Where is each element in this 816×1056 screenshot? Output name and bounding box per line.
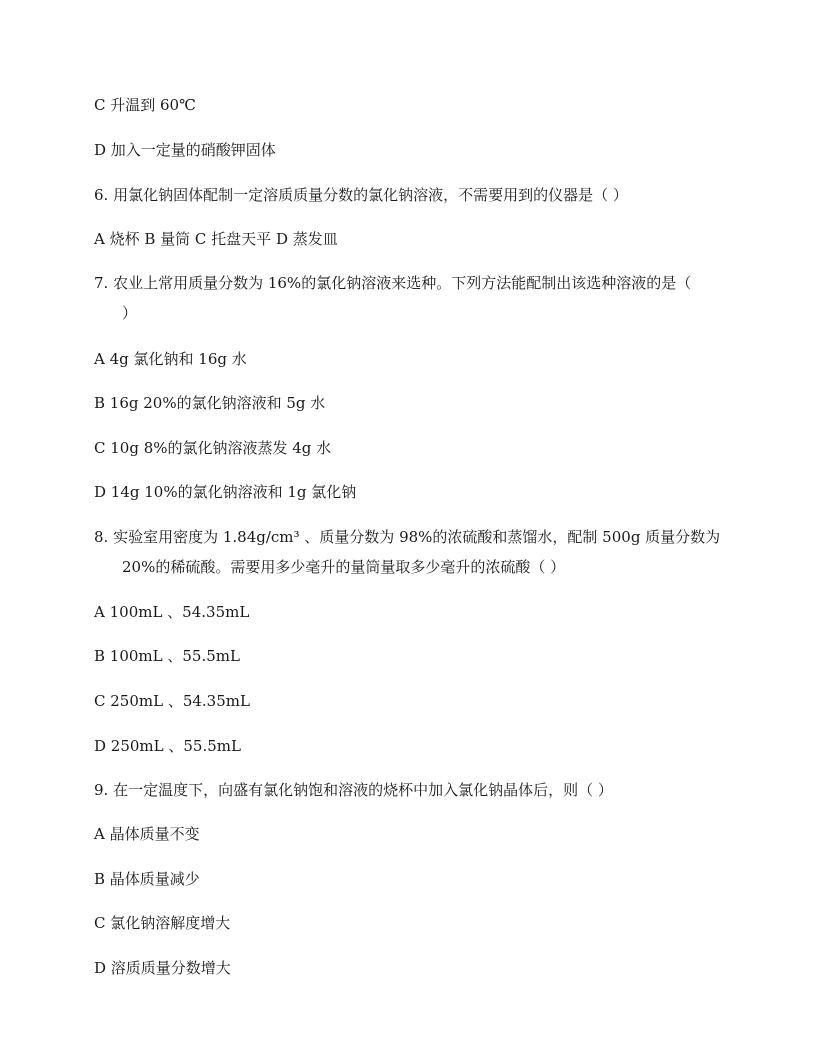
- option-a-q9: A 晶体质量不变: [94, 825, 200, 843]
- question-7: 7. 农业上常用质量分数为 16%的氯化钠溶液来选种。下列方法能配制出该选种溶液的是（: [94, 274, 692, 292]
- option-c-q5: C 升温到 60℃: [94, 96, 196, 114]
- option-b-q9: B 晶体质量减少: [94, 870, 200, 888]
- question-8-continuation: 20%的稀硫酸。需要用多少毫升的量筒量取多少毫升的浓硫酸（ ）: [122, 558, 566, 576]
- question-8: 8. 实验室用密度为 1.84g/cm³ 、质量分数为 98%的浓硫酸和蒸馏水，配制 500g 质量分数为: [94, 528, 721, 546]
- option-c-q8: C 250mL 、54.35mL: [94, 692, 250, 710]
- options-q6: A 烧杯 B 量筒 C 托盘天平 D 蒸发皿: [94, 230, 338, 248]
- question-7-continuation: ）: [122, 304, 138, 322]
- option-c-q7: C 10g 8%的氯化钠溶液蒸发 4g 水: [94, 439, 332, 457]
- option-d-q7: D 14g 10%的氯化钠溶液和 1g 氯化钠: [94, 483, 357, 501]
- option-d-q8: D 250mL 、55.5mL: [94, 737, 241, 755]
- question-9: 9. 在一定温度下，向盛有氯化钠饱和溶液的烧杯中加入氯化钠晶体后，则（ ）: [94, 781, 613, 799]
- option-d-q9: D 溶质质量分数增大: [94, 959, 231, 977]
- option-a-q8: A 100mL 、54.35mL: [94, 603, 250, 621]
- option-c-q9: C 氯化钠溶解度增大: [94, 914, 231, 932]
- option-b-q8: B 100mL 、55.5mL: [94, 647, 240, 665]
- option-a-q7: A 4g 氯化钠和 16g 水: [94, 350, 247, 368]
- option-d-q5: D 加入一定量的硝酸钾固体: [94, 141, 276, 159]
- option-b-q7: B 16g 20%的氯化钠溶液和 5g 水: [94, 394, 326, 412]
- question-6: 6. 用氯化钠固体配制一定溶质质量分数的氯化钠溶液，不需要用到的仪器是（ ）: [94, 186, 628, 204]
